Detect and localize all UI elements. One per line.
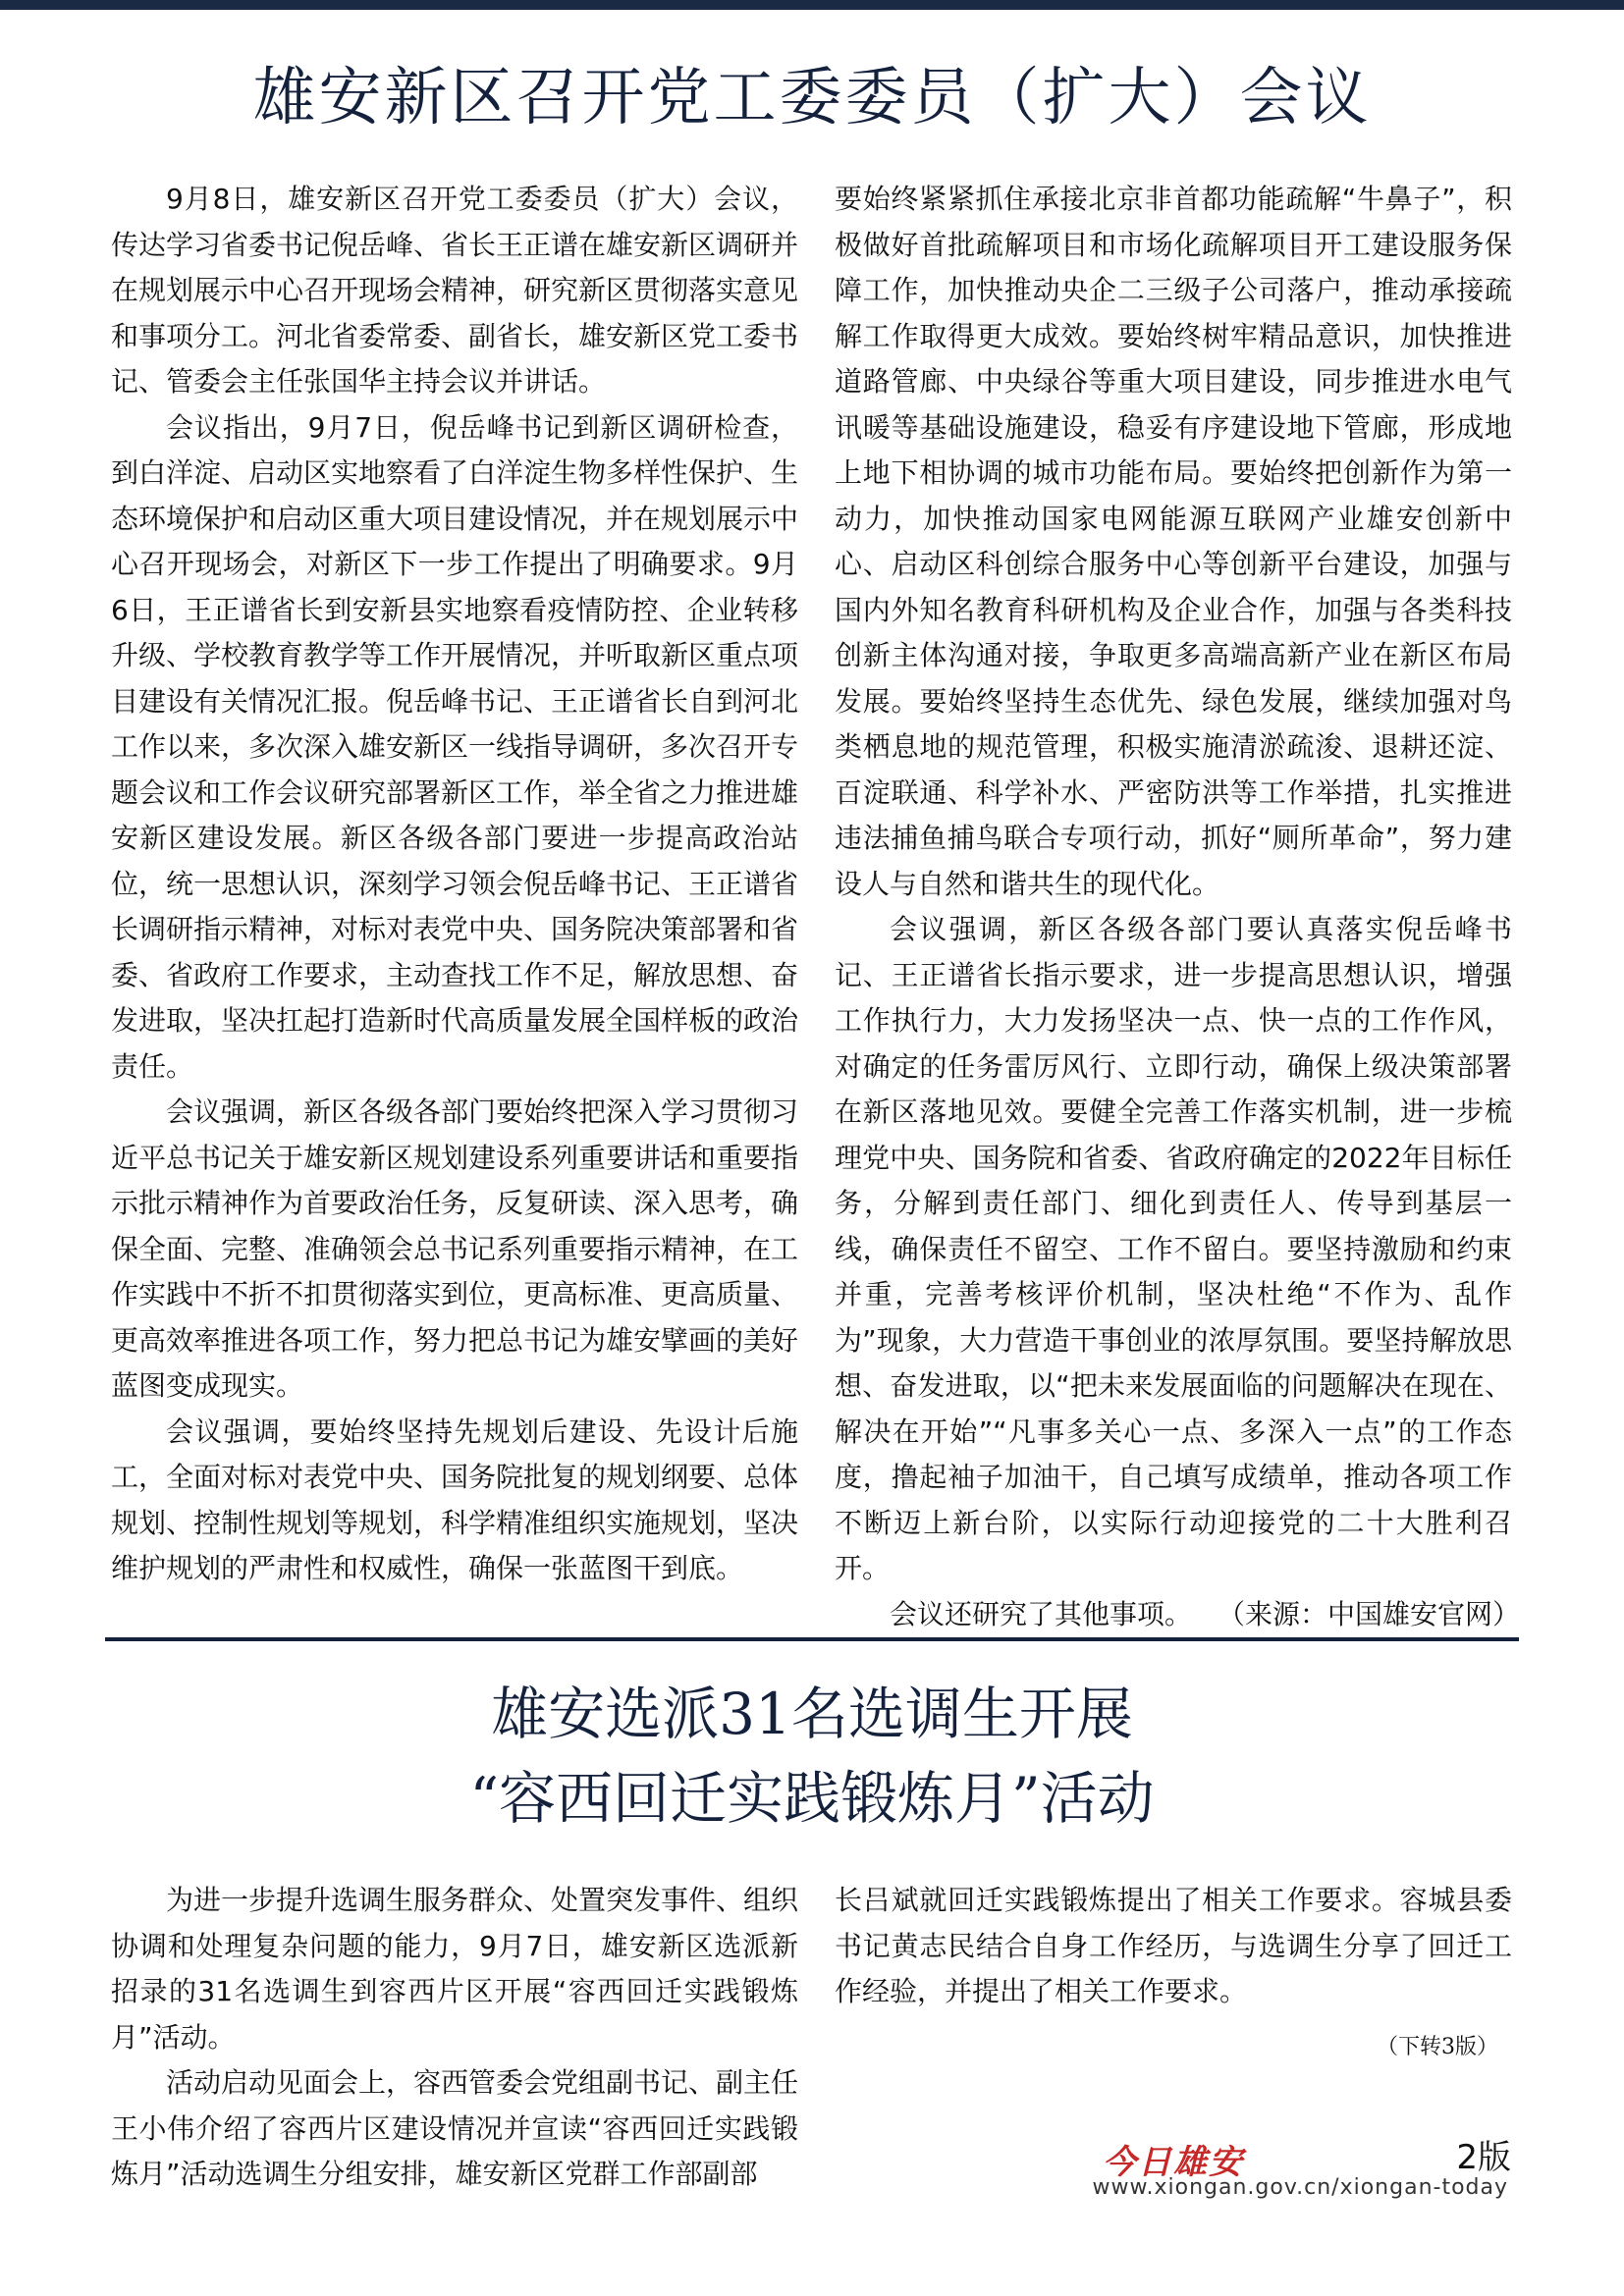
newspaper-logo: 今日雄安 [1103, 2143, 1244, 2182]
continued-note: （下转3版） [1377, 2035, 1498, 2059]
section-divider [105, 1637, 1519, 1641]
article2-title [0, 1672, 1624, 1841]
article1-closing: 会议还研究了其他事项。 [890, 1597, 1193, 1630]
article2-right-column [835, 1878, 1512, 2015]
footer-url: www.xiongan.gov.cn/xiongan-today [1092, 2175, 1508, 2200]
article1-right-column [835, 177, 1521, 1637]
article2-title-line1: 雄安选派31名选调生开展 [491, 1681, 1133, 1747]
article2-title-line2: “容西回迁实践锻炼月”活动 [469, 1765, 1155, 1832]
article1-title: 雄安新区召开党工委委员（扩大）会议 [252, 62, 1372, 134]
article1-paragraph: 会议强调，要始终坚持先规划后建设、先设计后施工，全面对标对表党中央、国务院批复的规划纲要、总体规划、控制性规划等规划，科学精准组织实施规划，坚决维护规划的严肃性和权威性，确保一张蓝图干到底。 [111, 1415, 799, 1584]
top-accent-bar [0, 0, 1624, 10]
article1-paragraph: 要始终紧紧抓住承接北京非首都功能疏解“牛鼻子”，积极做好首批疏解项目和市场化疏解项目开工建设服务保障工作，加快推动央企二三级子公司落户，推动承接疏解工作取得更大成效。要始终树牢精品意识，加快推进道路管廊、中央绿谷等重大项目建设，同步推进水电气讯暖等基础设施建设，稳妥有序建设地下管廊，形成地上地下相协调的城市功能布局。要始终把创新作为第一动力，加快推动国家电网能源互联网产业雄安创新中心、启动区科创综合服务中心等创新平台建设，加强与国内外知名教育科研机构及企业合作，加强与各类科技创新主体沟通对接，争取更多高端高新产业在新区布局发展。要始终坚持生态优先、绿色发展，继续加强对鸟类栖息地的规范管理，积极实施清淤疏浚、退耕还淀、百淀联通、科学补水、严密防洪等工作举措，扎实推进违法捕鱼捕鸟联合专项行动，抓好“厕所革命”，努力建设人与自然和谐共生的现代化。 [835, 183, 1512, 900]
article1-source: （来源：中国雄安官网） [1231, 1597, 1521, 1630]
article2-paragraph: 长吕斌就回迁实践锻炼提出了相关工作要求。容城县委书记黄志民结合自身工作经历，与选调生分享了回迁工作经验，并提出了相关工作要求。 [835, 1884, 1512, 2007]
article2-paragraph: 活动启动见面会上，容西管委会党组副书记、副主任王小伟介绍了容西片区建设情况并宣读“容西回迁实践锻炼月”活动选调生分组安排，雄安新区党群工作部副部 [111, 2066, 799, 2190]
page-number: 2版 [1456, 2138, 1511, 2177]
article2-left-column [111, 1878, 798, 2198]
article1-paragraph: 会议强调，新区各级各部门要认真落实倪岳峰书记、王正谱省长指示要求，进一步提高思想认识，增强工作执行力，大力发扬坚决一点、快一点的工作作风，对确定的任务雷厉风行、立即行动，确保上级决策部署在新区落地见效。要健全完善工作落实机制，进一步梳理党中央、国务院和省委、省政府确定的2022年目标任务，分解到责任部门、细化到责任人、传导到基层一线，确保责任不留空、工作不留白。要坚持激励和约束并重，完善考核评价机制，坚决杜绝“不作为、乱作为”现象，大力营造干事创业的浓厚氛围。要坚持解放思想、奋发进取，以“把未来发展面临的问题解决在现在、解决在开始”“凡事多关心一点、多深入一点”的工作态度，撸起袖子加油干，自己填写成绩单，推动各项工作不断迈上新台阶，以实际行动迎接党的二十大胜利召开。 [835, 913, 1512, 1584]
article1-closing-line [835, 1592, 1521, 1638]
article1-paragraph: 会议强调，新区各级各部门要始终把深入学习贯彻习近平总书记关于雄安新区规划建设系列重要讲话和重要指示批示精神作为首要政治任务，反复研读、深入思考，确保全面、完整、准确领会总书记系列重要指示精神，在工作实践中不折不扣贯彻落实到位，更高标准、更高质量、更高效率推进各项工作，努力把总书记为雄安擘画的美好蓝图变成现实。 [111, 1095, 799, 1402]
article2-paragraph: 为进一步提升选调生服务群众、处置突发事件、组织协调和处理复杂问题的能力，9月7日，雄安新区选派新招录的31名选调生到容西片区开展“容西回迁实践锻炼月”活动。 [111, 1884, 799, 2054]
article1-paragraph: 9月8日，雄安新区召开党工委委员（扩大）会议，传达学习省委书记倪岳峰、省长王正谱在雄安新区调研并在规划展示中心召开现场会精神，研究新区贯彻落实意见和事项分工。河北省委常委、副省长，雄安新区党工委书记、管委会主任张国华主持会议并讲话。 [111, 183, 799, 398]
article1-paragraph: 会议指出，9月7日，倪岳峰书记到新区调研检查，到白洋淀、启动区实地察看了白洋淀生物多样性保护、生态环境保护和启动区重大项目建设情况，并在规划展示中心召开现场会，对新区下一步工作提出了明确要求。9月6日，王正谱省长到安新县实地察看疫情防控、企业转移升级、学校教育教学等工作开展情况，并听取新区重点项目建设有关情况汇报。倪岳峰书记、王正谱省长自到河北工作以来，多次深入雄安新区一线指导调研，多次召开专题会议和工作会议研究部署新区工作，举全省之力推进雄安新区建设发展。新区各级各部门要进一步提高政治站位，统一思想认识，深刻学习领会倪岳峰书记、王正谱省长调研指示精神，对标对表党中央、国务院决策部署和省委、省政府工作要求，主动查找工作不足，解放思想、奋发进取，坚决扛起打造新时代高质量发展全国样板的政治责任。 [111, 410, 799, 1083]
article1-left-column [111, 177, 798, 1592]
